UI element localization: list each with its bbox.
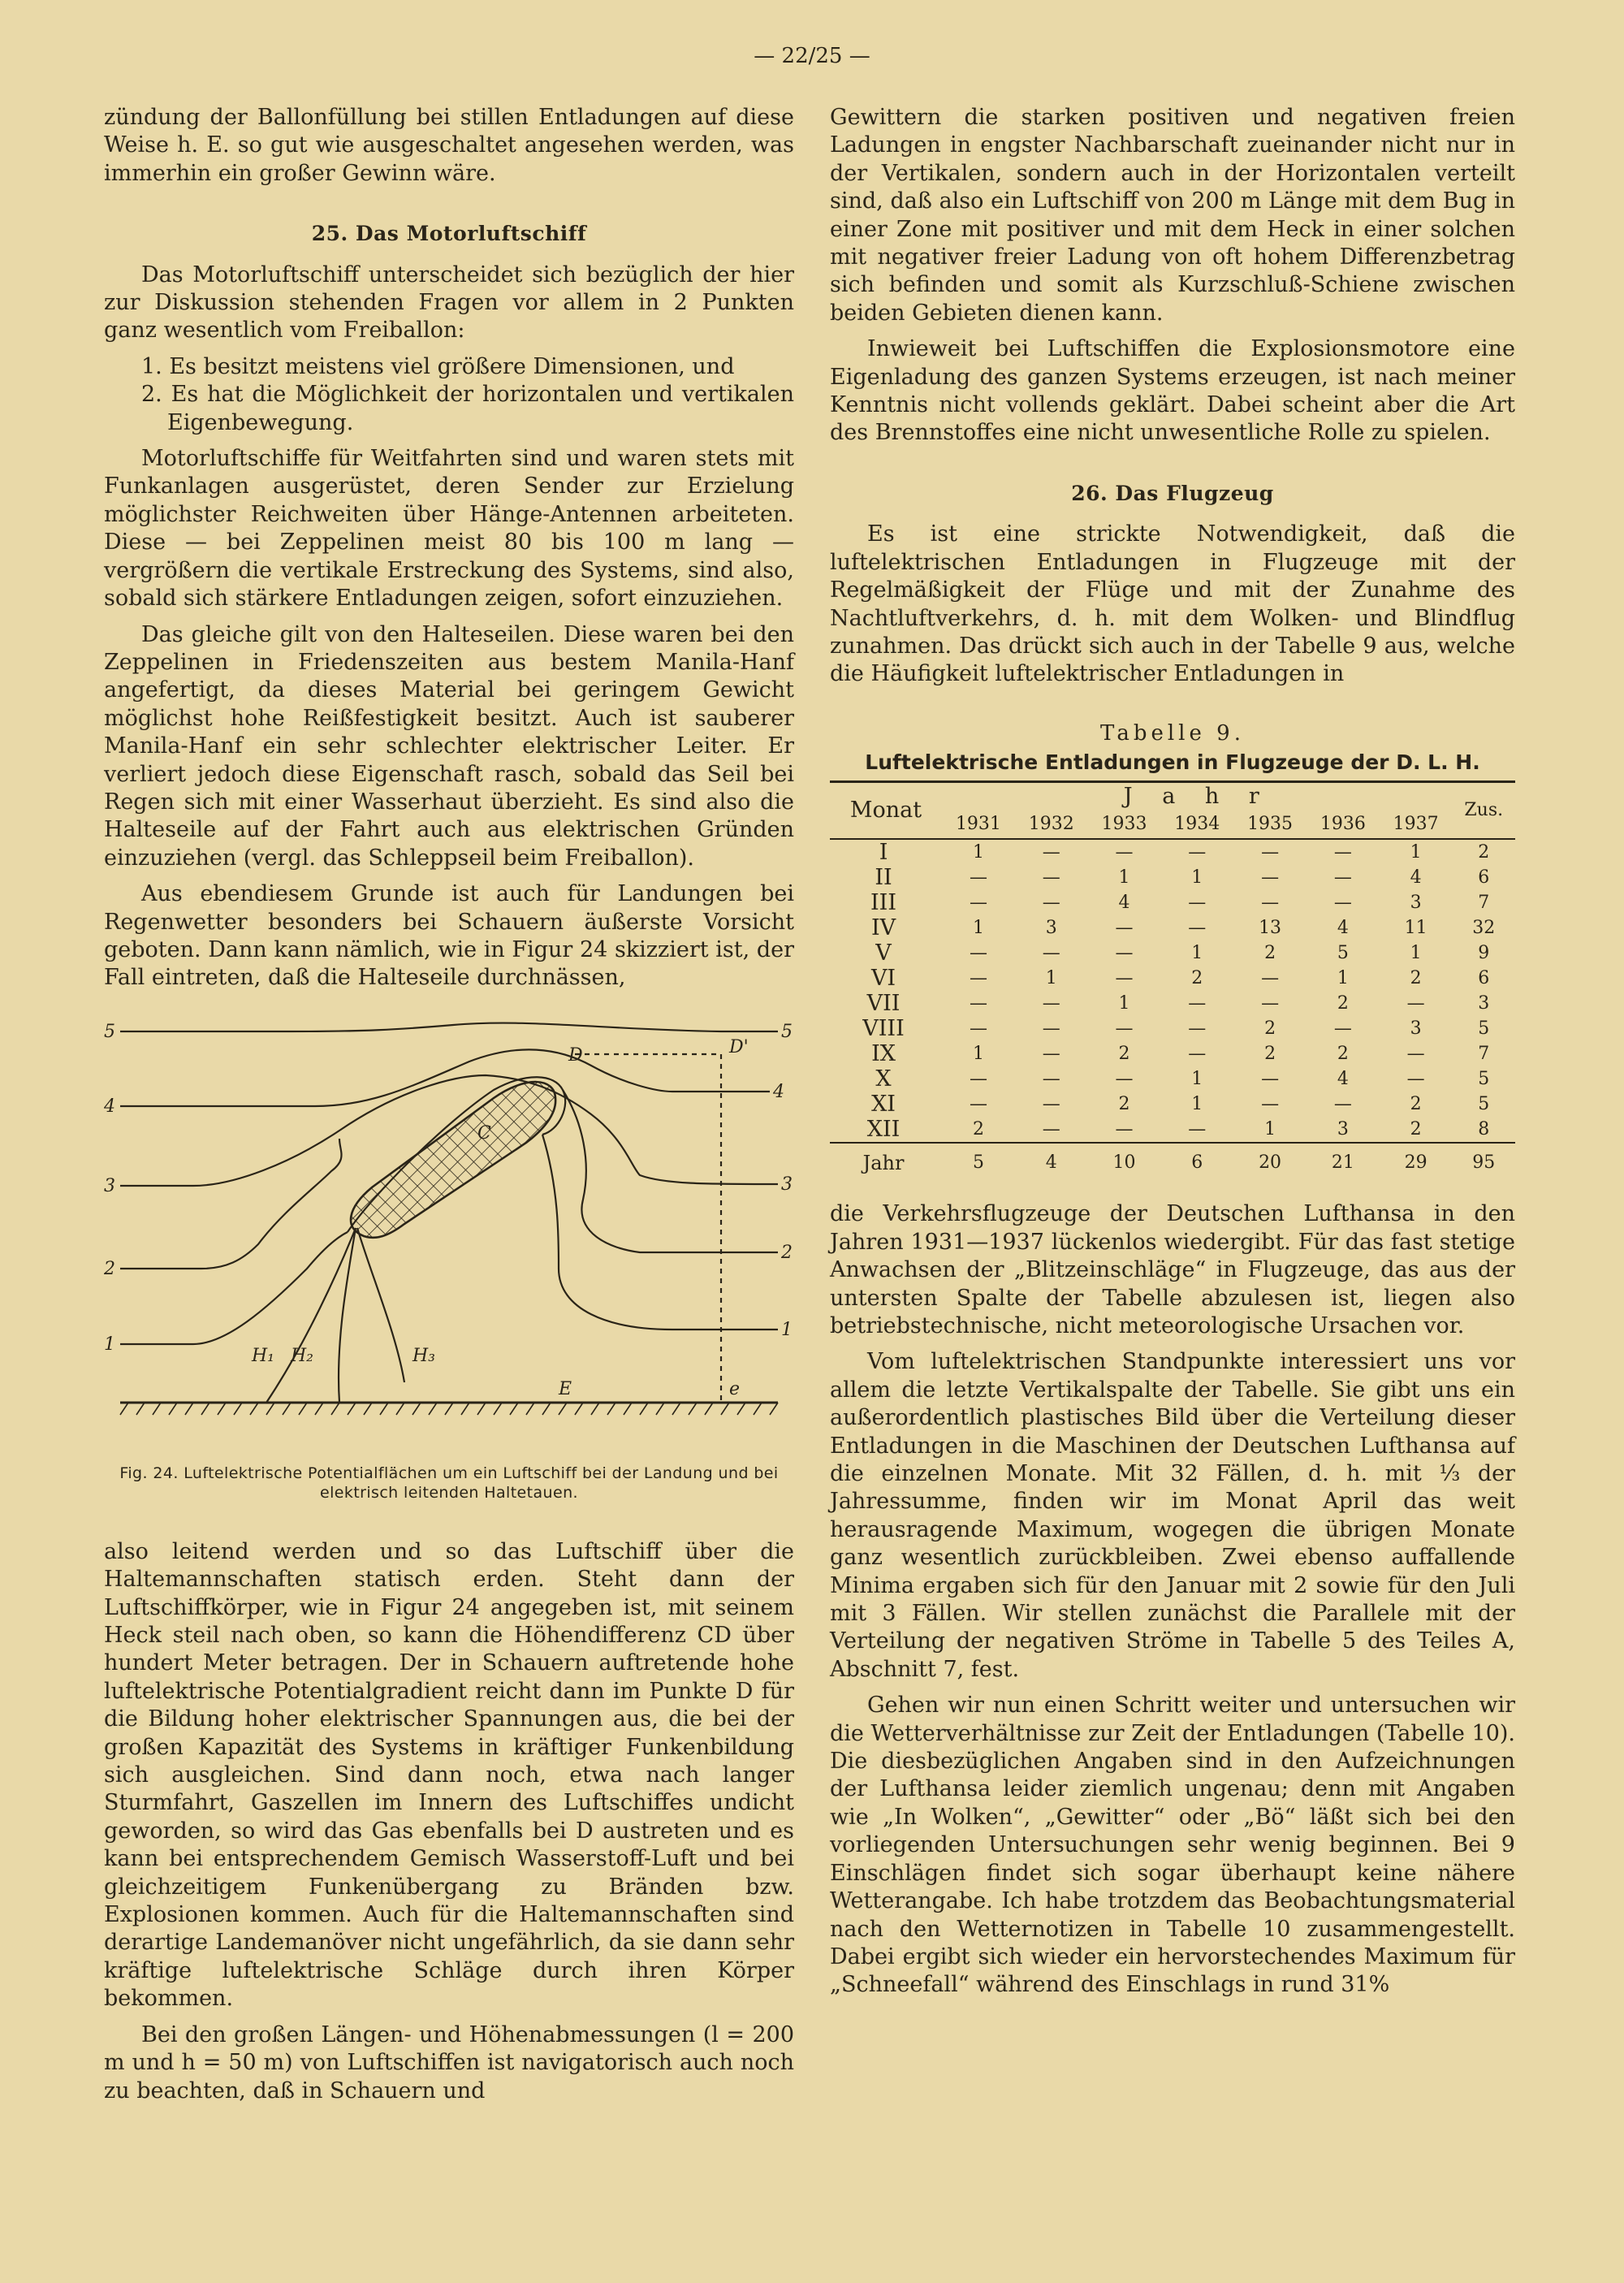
value-cell: —: [1115, 1018, 1134, 1040]
label-level-1-right: 1: [781, 1319, 793, 1340]
label-level-5-right: 5: [781, 1021, 793, 1042]
label-level-3-left: 3: [104, 1175, 115, 1196]
value-cell: —: [1261, 893, 1280, 914]
value-cell: —: [1115, 1119, 1134, 1140]
value-cell: 5: [1478, 1094, 1490, 1115]
value-cell: —: [1188, 1119, 1207, 1140]
left-column: [104, 104, 794, 2113]
total-cell: 10: [1088, 1143, 1161, 1178]
page-number: — 22/25 —: [754, 44, 870, 68]
total-cell: 4: [1015, 1143, 1088, 1178]
table-row: [830, 940, 1515, 966]
value-cell: 1: [1191, 943, 1203, 964]
month-cell: I: [879, 840, 888, 866]
label-level-4-left: 4: [104, 1096, 115, 1117]
label-level-5-left: 5: [104, 1021, 115, 1042]
label-level-2-left: 2: [104, 1258, 115, 1279]
value-cell: 1: [1118, 993, 1130, 1014]
label-level-3-right: 3: [781, 1174, 793, 1195]
value-cell: 1: [1191, 1094, 1203, 1115]
value-cell: —: [969, 893, 987, 914]
total-cell: 6: [1160, 1143, 1233, 1178]
right-column: [830, 104, 1515, 2008]
value-cell: —: [969, 993, 987, 1014]
value-cell: —: [969, 943, 987, 964]
value-cell: —: [1261, 968, 1280, 989]
value-cell: 1: [1410, 943, 1422, 964]
label-d-prime: D': [729, 1036, 749, 1057]
value-cell: —: [1406, 993, 1425, 1014]
total-cell: 21: [1307, 1143, 1380, 1178]
value-cell: —: [1333, 867, 1352, 889]
value-cell: —: [969, 968, 987, 989]
value-cell: 7: [1478, 1044, 1490, 1065]
value-cell: —: [1333, 893, 1352, 914]
label-e-small: e: [729, 1378, 741, 1399]
value-cell: —: [1042, 1119, 1060, 1140]
rope-h3: [357, 1228, 404, 1382]
value-cell: —: [1406, 1069, 1425, 1090]
year-header: 1936: [1320, 813, 1366, 834]
value-cell: —: [1261, 993, 1280, 1014]
value-cell: 7: [1478, 893, 1490, 914]
value-cell: 3: [1045, 918, 1057, 939]
value-cell: 1: [972, 842, 984, 863]
value-cell: —: [1042, 867, 1060, 889]
value-cell: 2: [1478, 842, 1490, 863]
value-cell: —: [1261, 1094, 1280, 1115]
value-cell: 4: [1337, 918, 1349, 939]
intro-paragraph: zündung der Ballonfüllung bei stillen Entladungen auf diese Weise h. E. so gut wie ausgeschaltet angesehen werden, was immerhin ein großer Gewinn wäre.: [104, 105, 794, 186]
total-cell: 20: [1233, 1143, 1307, 1178]
label-level-4-right: 4: [773, 1081, 784, 1102]
value-cell: —: [969, 1018, 987, 1040]
value-cell: —: [1042, 1044, 1060, 1065]
table-row: [830, 991, 1515, 1016]
paragraph: Vom luftelektrischen Standpunkte interessiert uns vor allem die letzte Vertikalspalte der Tabelle. Sie gibt uns ein außerordentlich plastisches Bild über die Verteilung dieser Entladungen in die Maschinen der Deutschen Lufthansa auf die einzelnen Monate. Mit 32 Fällen, d. h. mit ⅓ der Jahressumme, finden wir im Monat April das weit herausragende Maximum, wogegen die übrigen Monate ganz wesentlich zurückbleiben. Zwei ebenso auffallende Minima ergaben sich für den Januar mit 2 sowie für den Juli mit 3 Fällen. Wir stellen zunächst die Parallele mit der Verteilung der negativen Ströme in Tabelle 5 des Teiles A, Abschnitt 7, fest.: [830, 1349, 1515, 1682]
table-row: [830, 890, 1515, 915]
value-cell: 2: [1337, 993, 1349, 1014]
point-list: [104, 353, 794, 437]
table-row: [830, 1092, 1515, 1117]
value-cell: 3: [1410, 893, 1422, 914]
year-header: 1931: [955, 813, 1001, 834]
total-cell: 95: [1453, 1143, 1515, 1178]
total-cell: 29: [1380, 1143, 1453, 1178]
value-cell: 3: [1337, 1119, 1349, 1140]
value-cell: 3: [1410, 1018, 1422, 1040]
value-cell: 2: [1264, 1044, 1276, 1065]
table-row: [830, 1117, 1515, 1143]
value-cell: —: [1261, 867, 1280, 889]
value-cell: 2: [1410, 968, 1422, 989]
value-cell: 2: [1337, 1044, 1349, 1065]
header-jahr: J a h r: [1123, 783, 1271, 809]
paragraph: Inwieweit bei Luftschiffen die Explosionsmotore eine Eigenladung des ganzen Systems erzeugen, ist nach meiner Kenntnis nicht vollends geklärt. Dabei scheint aber die Art des Brennstoffes eine nicht unwesentliche Rolle zu spielen.: [830, 336, 1515, 446]
value-cell: 2: [1410, 1094, 1422, 1115]
month-cell: IX: [871, 1041, 896, 1067]
month-cell: II: [875, 865, 892, 891]
paragraph: Gehen wir nun einen Schritt weiter und untersuchen wir die Wetterverhältnisse zur Zeit der Entladungen (Tabelle 10). Die diesbezüglichen Angaben sind in den Aufzeichnungen der Lufthansa leider ziemlich ungenau; denn mit Angaben wie „In Wolken“, „Gewitter“ oder „Bö“ läßt sich bei den vorliegenden Untersuchungen sehr wenig beginnen. Bei 9 Einschlägen findet sich sogar überhaupt keine nähere Wetterangabe. Ich habe trotzdem das Beobachtungsmaterial nach den Wetternotizen in Tabelle 10 zusammengestellt. Dabei ergibt sich wieder ein hervorstechendes Maximum für „Schneefall“ während des Einschlags in rund 31%: [830, 1693, 1515, 1998]
equipotential-line-5: [120, 1023, 778, 1031]
table-row: [830, 1016, 1515, 1041]
year-header: 1933: [1101, 813, 1147, 834]
value-cell: 2: [1410, 1119, 1422, 1140]
value-cell: —: [1115, 918, 1134, 939]
month-cell: IV: [870, 915, 896, 941]
value-cell: —: [1261, 1069, 1280, 1090]
potential-surfaces-diagram: [104, 1001, 794, 1455]
value-cell: —: [1261, 842, 1280, 863]
value-cell: —: [1042, 943, 1060, 964]
ground-hatching: [120, 1403, 778, 1415]
total-row: [830, 1143, 1515, 1178]
month-cell: V: [875, 940, 892, 966]
value-cell: 4: [1410, 867, 1422, 889]
paragraph: Motorluftschiffe für Weitfahrten sind und waren stets mit Funkanlagen ausgerüstet, deren Sender zur Erzielung möglichster Reichweiten über Hänge-Antennen arbeiteten. Diese — bei Zeppelinen meist 80 bis 100 m lang — vergrößern die vertikale Erstreckung des Systems, sind also, sobald sich stärkere Entladungen zeigen, sofort einzuziehen.: [104, 446, 794, 612]
rope-h2: [339, 1228, 356, 1403]
value-cell: —: [1042, 1069, 1060, 1090]
value-cell: —: [1115, 943, 1134, 964]
value-cell: 4: [1337, 1069, 1349, 1090]
paragraph: Es ist eine strickte Notwendigkeit, daß die luftelektrischen Entladungen in Flugzeuge mit der Regelmäßigkeit der Flüge und mit der Zunahme des Nachtluftverkehrs, d. h. mit dem Wolken- und Blindflug zunahmen. Das drückt sich auch in der Tabelle 9 aus, welche die Häufigkeit luftelektrischer Entladungen in: [830, 521, 1515, 687]
label-d: D: [568, 1044, 583, 1066]
value-cell: 6: [1478, 867, 1490, 889]
label-h3: H₃: [412, 1345, 436, 1366]
value-cell: —: [1042, 842, 1060, 863]
discharge-table: [830, 780, 1515, 1178]
value-cell: 2: [1118, 1094, 1130, 1115]
value-cell: 1: [1337, 968, 1349, 989]
value-cell: —: [1333, 1018, 1352, 1040]
value-cell: —: [1115, 1069, 1134, 1090]
value-cell: —: [1042, 993, 1060, 1014]
header-zus: Zus.: [1464, 799, 1504, 820]
value-cell: —: [1042, 893, 1060, 914]
value-cell: 1: [1264, 1119, 1276, 1140]
value-cell: —: [1333, 1094, 1352, 1115]
month-cell: VII: [866, 991, 901, 1017]
paragraph: die Verkehrsflugzeuge der Deutschen Lufthansa in den Jahren 1931—1937 lückenlos wiedergibt. Für das fast stetige Anwachsen der „Blitzeinschläge“ in Flugzeuge, das aus der untersten Spalte der Tabelle abzulesen ist, liegen also betriebstechnische, nicht meteorologische Ursachen vor.: [830, 1201, 1515, 1338]
value-cell: —: [969, 1094, 987, 1115]
value-cell: —: [1115, 968, 1134, 989]
year-header: 1932: [1028, 813, 1074, 834]
month-cell: XI: [871, 1092, 896, 1118]
list-item: 2. Es hat die Möglichkeit der horizontalen und vertikalen Eigenbewegung.: [141, 382, 794, 435]
total-cell: 5: [942, 1143, 1015, 1178]
equipotential-line-4: [120, 1049, 770, 1106]
value-cell: 1: [1191, 867, 1203, 889]
value-cell: —: [1188, 993, 1207, 1014]
table-row: [830, 1041, 1515, 1066]
value-cell: —: [1042, 1018, 1060, 1040]
label-level-1-left: 1: [104, 1334, 115, 1355]
value-cell: 5: [1478, 1069, 1490, 1090]
value-cell: 2: [1264, 943, 1276, 964]
value-cell: —: [1188, 918, 1207, 939]
value-cell: 11: [1404, 918, 1427, 939]
value-cell: 13: [1259, 918, 1282, 939]
table-row: [830, 1066, 1515, 1092]
value-cell: —: [969, 1069, 987, 1090]
year-header: 1935: [1247, 813, 1294, 834]
paragraph: Gewittern die starken positiven und negativen freien Ladungen in engster Nachbarschaft zueinander nicht nur in der Vertikalen, sondern auch in der Horizontalen verteilt sind, daß also ein Luftschiff von 200 m Länge mit dem Bug in einer Zone mit positiver und mit dem Heck in einer solchen mit negativer freier Ladung von oft hohem Differenzbetrag sich befinden und somit als Kurzschluß-Schiene zwischen beiden Gebieten dienen kann.: [830, 105, 1515, 326]
value-cell: 5: [1478, 1018, 1490, 1040]
figure-24: [104, 1001, 794, 1503]
list-item: 1. Es besitzt meistens viel größere Dimensionen, und: [141, 353, 735, 379]
value-cell: 1: [1118, 867, 1130, 889]
value-cell: —: [1042, 1094, 1060, 1115]
value-cell: —: [1188, 842, 1207, 863]
value-cell: 3: [1478, 993, 1490, 1014]
table-row: [830, 966, 1515, 991]
label-h2: H₂: [291, 1345, 314, 1366]
value-cell: 6: [1478, 968, 1490, 989]
paragraph: also leitend werden und so das Luftschiff über die Haltemannschaften statisch erden. Steht dann der Luftschiffkörper, wie in Figur 24 angegeben ist, mit seinem Heck steil nach oben, so kann die Höhendifferenz CD über hundert Meter betragen. Der in Schauern auftretende hohe luftelektrische Potentialgradient reicht dann im Punkte D für die Bildung hoher elektrischer Spannungen aus, die bei der großen Kapazität des Systems in kräftiger Funkenbildung sich ausgleichen. Sind dann noch, etwa nach langer Sturmfahrt, Gaszellen im Innern des Luftschiffes undicht geworden, so wird das Gas ebenfalls bei D austreten und es kann bei entsprechendem Gemisch Wasserstoff-Luft und bei gleichzeitigem Funkenübergang zu Bränden bzw. Explosionen kommen. Auch für die Haltemannschaften sind derartige Landemanöver nicht ungefährlich, da sie dann sehr kräftige luftelektrische Schläge durch ihren Körper bekommen.: [104, 1538, 794, 2012]
paragraph: Bei den großen Längen- und Höhenabmessungen (l = 200 m und h = 50 m) von Luftschiffen ist navigatorisch auch noch zu beachten, daß in Schauern und: [104, 2021, 794, 2104]
label-h1: H₁: [252, 1345, 275, 1366]
table-row: [830, 839, 1515, 865]
value-cell: 8: [1478, 1119, 1490, 1140]
paragraph: Das gleiche gilt von den Halteseilen. Diese waren bei den Zeppelinen in Friedenszeiten aus bestem Manila-Hanf angefertigt, da dieses Material bei geringem Gewicht möglichst hohe Reißfestigkeit besitzt. Auch ist sauberer Manila-Hanf ein sehr schlechter elektrischer Leiter. Er verliert jedoch diese Eigenschaft rasch, sobald das Seil bei Regen sich mit einer Wasserhaut überzieht. Es sind also die Halteseile auf der Fahrt auch aus elektrischen Gründen einzuziehen (vergl. das Schleppseil beim Freiballon).: [104, 621, 794, 871]
label-c: C: [477, 1122, 491, 1144]
label-e: E: [559, 1378, 572, 1399]
total-label: Jahr: [830, 1143, 942, 1178]
month-cell: III: [870, 890, 897, 916]
table-row: [830, 865, 1515, 890]
table-caption: Tabelle 9.: [1100, 720, 1245, 746]
month-cell: X: [875, 1066, 892, 1092]
paragraph: Aus ebendiesem Grunde ist auch für Landungen bei Regenwetter besonders bei Schauern äußerste Vorsicht geboten. Dann kann nämlich, wie in Figur 24 skizziert ist, der Fall eintreten, daß die Halteseile durchnässen,: [104, 881, 794, 991]
value-cell: 1: [1191, 1069, 1203, 1090]
value-cell: 32: [1472, 918, 1496, 939]
figure-caption: Fig. 24. Luftelektrische Potentialflächen um ein Luftschiff bei der Landung und bei elektrisch leitenden Haltetauen.: [119, 1464, 779, 1502]
value-cell: 2: [1264, 1018, 1276, 1040]
value-cell: 2: [1118, 1044, 1130, 1065]
value-cell: 1: [972, 918, 984, 939]
value-cell: —: [1333, 842, 1352, 863]
value-cell: 1: [1045, 968, 1057, 989]
section-25-heading: 25. Das Motorluftschiff: [311, 222, 587, 246]
value-cell: 1: [1410, 842, 1422, 863]
table-title: Luftelektrische Entladungen in Flugzeuge der D. L. H.: [865, 750, 1480, 775]
year-header: 1937: [1393, 813, 1439, 834]
value-cell: 2: [1191, 968, 1203, 989]
value-cell: —: [969, 867, 987, 889]
value-cell: 2: [972, 1119, 984, 1140]
value-cell: —: [1188, 1044, 1207, 1065]
month-cell: VIII: [862, 1016, 905, 1042]
paragraph: Das Motorluftschiff unterscheidet sich bezüglich der hier zur Diskussion stehenden Fragen vor allem in 2 Punkten ganz wesentlich vom Freiballon:: [104, 262, 794, 344]
month-cell: VI: [870, 966, 896, 992]
value-cell: 4: [1118, 893, 1130, 914]
table-row: [830, 915, 1515, 940]
year-header: 1934: [1174, 813, 1220, 834]
value-cell: 1: [972, 1044, 984, 1065]
month-cell: XII: [866, 1117, 901, 1143]
section-26-heading: 26. Das Flugzeug: [1071, 481, 1274, 505]
value-cell: 9: [1478, 943, 1490, 964]
value-cell: —: [1406, 1044, 1425, 1065]
label-level-2-right: 2: [781, 1242, 793, 1263]
header-monat: Monat: [849, 797, 922, 823]
value-cell: —: [1115, 842, 1134, 863]
value-cell: 5: [1337, 943, 1349, 964]
value-cell: —: [1188, 893, 1207, 914]
value-cell: —: [1188, 1018, 1207, 1040]
